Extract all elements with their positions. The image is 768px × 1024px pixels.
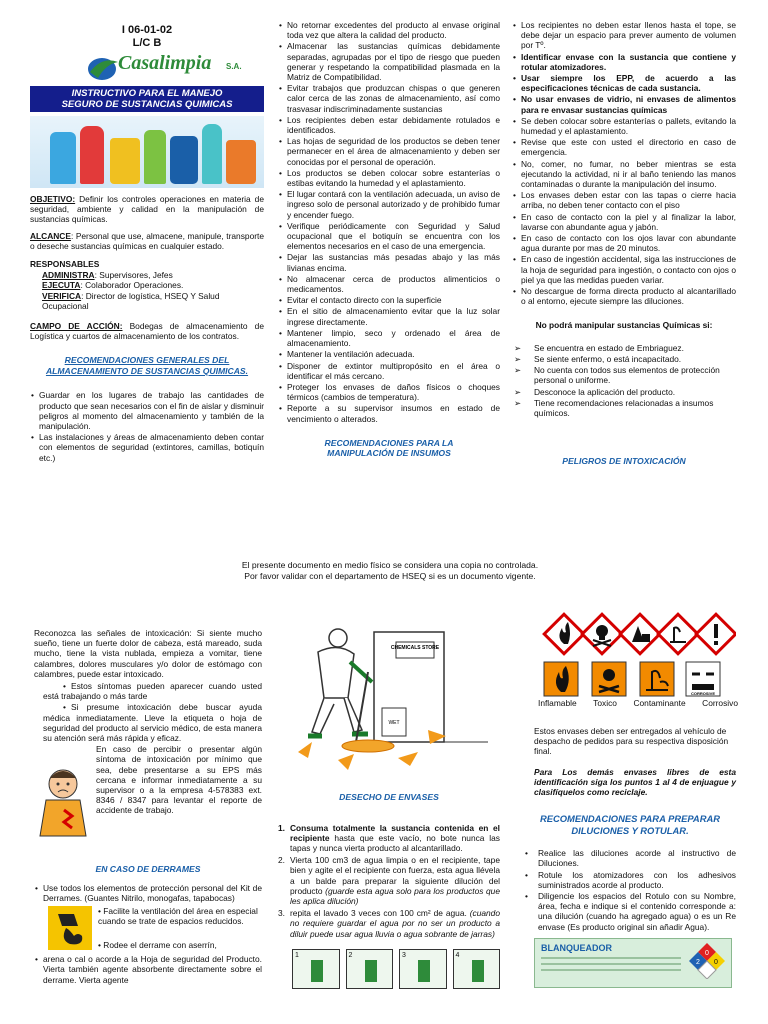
delivery-paragraph: Estos envases deben ser entregados al vehículo de despacho de pedidos para su respectiva disposición final.: [534, 726, 729, 757]
brand-name: Casalimpia: [118, 52, 212, 74]
rinse-step-picture: 3: [399, 949, 447, 989]
document-code: I 06-01-02: [121, 24, 173, 36]
list-item: • Realice las diluciones acorde al instructivo de Diluciones.: [524, 848, 736, 868]
bullet-glyph: •: [98, 940, 104, 951]
list-item: • Los recipientes no deben estar llenos hasta el tope, se debe dejar un espacio para prever aumento de volumen por Tº.: [512, 20, 736, 51]
list-item: • En caso de contacto con los ojos lavar con abundante agua durante por mas de 20 minutos.: [512, 233, 736, 253]
company-logo: [86, 54, 264, 84]
responsables-heading: RESPONSABLES: [30, 259, 100, 270]
derrames-list: [34, 883, 262, 903]
list-item: • Rodee el derrame con aserrín,: [98, 940, 217, 951]
note-line-2: Por favor validar con el departamento de HSEQ si es un documento vigente.: [244, 570, 536, 581]
derrames-title: EN CASO DE DERRAMES: [95, 864, 201, 875]
list-item: • No almacenar cerca de productos alimenticios o medicamentos.: [278, 274, 500, 294]
list-item: • Las instalaciones y áreas de almacenamiento deben contar con elementos de seguridad (extintores, camillas, botiquín etc.): [30, 432, 264, 463]
list-item: • arena o cal o acorde a la Hoja de seguridad del Producto. Vierta también agente absorbente directamente sobre el derrame. Vierta agente: [34, 954, 262, 985]
column-1: [30, 24, 264, 464]
list-item: • El lugar contará con la ventilación adecuada, un aviso de ingreso solo de personal autorizado y de prohibido fumar y encender fuego.: [278, 189, 500, 220]
title-line-1: INSTRUCTIVO PARA EL MANEJO: [71, 88, 223, 99]
list-item: ➢ Desconoce la aplicación del producto.: [512, 387, 736, 397]
list-item: • No descargue de forma directa producto al alcantarillado o al entorno, ejecute siempre las diluciones.: [512, 286, 736, 306]
rinse-step-picture: 4: [453, 949, 501, 989]
list-item: • Almacenar las sustancias químicas debidamente separadas, agrupadas por el tipo de riesgo que pueden generar y respetando la compatibilidad plasmada en la Matriz de Compatibilidad.: [278, 41, 500, 82]
product-label-sample: [534, 938, 732, 988]
list-item: ➢ Se siente enfermo, o está incapacitado.: [512, 354, 736, 364]
title-banner: [30, 86, 264, 112]
list-item: • Facilite la ventilación del área en especial cuando se trate de espacios reducidos.: [98, 906, 258, 927]
rinse-step-picture: 2: [346, 949, 394, 989]
corrosive-orange-icon: [686, 662, 720, 696]
storage-recommendations-list: [278, 20, 500, 424]
pictogram-label: Corrosivo: [702, 698, 738, 708]
bullet-glyph: •: [98, 906, 104, 917]
spill-warning-icon: [48, 906, 92, 950]
list-item: • Si presume intoxicación debe buscar ayuda médica inmediatamente. Lleve la etiqueta o hoja de seguridad del producto al servicio médico, de esta manera su atención será más rápida y eficaz.: [34, 702, 262, 743]
desecho-title: DESECHO DE ENVASES: [339, 792, 439, 802]
list-item: • En caso de ingestión accidental, siga las instrucciones de la hoja de seguridad para ingestión, o contacto con ojos o piel ya que las medidas pueden variar.: [512, 254, 736, 285]
no-podra-list: [512, 343, 736, 418]
sick-person-icon: [34, 766, 92, 840]
toxic-orange-icon: [592, 662, 626, 696]
step-number: 2.: [278, 855, 285, 866]
list-item: • No, comer, no fumar, no beber mientras se esta ejecutando la actividad, ni ir al baño teniendo las manos contaminadas o durante la manipulación del insumo.: [512, 159, 736, 190]
list-item: • Las hojas de seguridad de los productos se deben tener permanecer en el área de almacenamiento y deben ser conocidas por el personal de operación.: [278, 136, 500, 167]
list-item: • No retornar excedentes del producto al envase original toda vez que altera la calidad del producto.: [278, 20, 500, 40]
rec-general-title: RECOMENDACIONES GENERALES DEL ALMACENAMIENTO DE SUSTANCIAS QUIMICAS.: [45, 355, 249, 376]
spill-block: [34, 904, 262, 954]
ejecuta-line: EJECUTA: Colaborador Operaciones.: [42, 280, 184, 291]
list-item: • Se deben colocar sobre estanterías o pallets, evitando la humedad y el aplastamiento.: [512, 116, 736, 136]
list-item: • Verifique periódicamente con Seguridad y Salud ocupacional que el botiquín se encuentra con los elementos necesarios en el caso de una emergencia.: [278, 221, 500, 252]
rinse-steps-pictures: [278, 949, 500, 989]
list-item: • No usar envases de vidrio, ni envases de alimentos para re envasar sustancias químicas: [512, 94, 736, 114]
alcance-paragraph: ALCANCE: Personal que use, almacene, manipule, transporte o deseche sustancias químicas en cualquier estado.: [30, 230, 264, 251]
list-item: • Evitar trabajos que produzcan chispas o que generen calor cerca de las zonas de almacenamiento, así como trasvasar indiscriminadamente sustancias: [278, 83, 500, 114]
nfpa-value: 0: [705, 949, 709, 957]
rec-general-list: [30, 390, 264, 462]
worker-cleaning-illustration: [278, 612, 488, 772]
step-number: 3.: [278, 908, 285, 919]
derrames-list-continued: [34, 954, 262, 985]
dilution-list: [524, 848, 736, 932]
campo-paragraph: CAMPO DE ACCIÓN: Bodegas de almacenamiento de Logística y cuartos de almacenamiento de los contratos.: [30, 321, 264, 342]
intoxication-intro: Reconozca las señales de intoxicación: Si siente mucho sueño, tiene un fuerte dolor de cabeza, está mareado, suda mucho, tiene la vista nublada, empieza a vomitar, tiene calambres, dolores musculares y/o dolor de estómago con calambres, puede estar intoxicado.: [34, 628, 262, 679]
list-item: • Use todos los elementos de protección personal del Kit de Derrames. (Guantes Nitrilo, monogafas, tapabocas): [34, 883, 262, 903]
controlled-copy-note: [180, 560, 600, 581]
column-4: [34, 628, 262, 986]
manipulation-title: RECOMENDACIONES PARA LA MANIPULACIÓN DE INSUMOS: [324, 437, 454, 459]
peligros-title: PELIGROS DE INTOXICACIÓN: [562, 456, 686, 467]
rinse-steps-list: [278, 823, 500, 939]
list-item: • Usar siempre los EPP, de acuerdo a las especificaciones técnicas de cada sustancia.: [512, 73, 736, 93]
column-5: [278, 612, 500, 989]
step-number: 1.: [278, 822, 285, 833]
nfpa-value: 2: [696, 958, 700, 966]
corrosive-sign-text: CORROSIVE: [690, 691, 716, 696]
brand-suffix: S.A.: [226, 62, 242, 71]
list-item: • Evitar el contacto directo con la superficie: [278, 295, 500, 305]
rinse-step-picture: 1: [292, 949, 340, 989]
nfpa-diamond-icon: [689, 943, 725, 979]
intoxication-list: [34, 681, 262, 743]
list-item: • Los productos se deben colocar sobre estanterías o estibas evitando la humedad y el aplastamiento.: [278, 168, 500, 188]
flammable-icon: [544, 614, 584, 654]
ghs-pictograms-illustration: [524, 612, 736, 708]
symptom-block: [34, 744, 262, 854]
list-item: 3. repita el lavado 3 veces con 100 cm² de agua. (cuando no requiere guardar el agua por no ser un producto a diluir puede usar agua lluvia o agua sobrante de jarras): [278, 908, 500, 939]
list-item: • Mantener limpio, seco y ordenado el área de almacenamiento.: [278, 328, 500, 348]
column-2: [278, 20, 500, 459]
pictogram-label: Toxico: [593, 698, 617, 708]
list-item: En caso de percibir o presentar algún síntoma de intoxicación por mínimo que sea, debe presentarse a su EPS más cercana e informar inmediatamente a su supervisor o a la empresa 4-578383 ext. 8346 / 8347 para levantar el reporte de accidente de trabajo.: [96, 744, 262, 816]
list-item: • Rotule los atomizadores con los adhesivos suministrados acorde al producto.: [524, 870, 736, 890]
list-item: • Dejar las sustancias más pesadas abajo y las más livianas encima.: [278, 252, 500, 272]
list-item: ➢ Se encuentra en estado de Embriaguez.: [512, 343, 736, 353]
list-item: • Proteger los envases de daños físicos o choques térmicos (cambios de temperatura).: [278, 382, 500, 402]
list-item: ➢ Tiene recomendaciones relacionadas a insumos químicos.: [512, 398, 736, 418]
note-line-1: El presente documento en medio físico se considera una copia no controlada.: [241, 560, 539, 570]
label-title: BLANQUEADOR: [541, 942, 612, 953]
column-3: [512, 20, 736, 475]
list-item: • Guardar en los lugares de trabajo las cantidades de producto que sean necesarios con el fin de aislar y disminuir peligros al momento del almacenamiento y también de la manipulación.: [30, 390, 264, 431]
recycling-paragraph: Para Los demás envases libres de esta identificación siga los puntos 1 al 4 de enjuague y clasifíquelos como reciclaje.: [534, 766, 736, 798]
cleaning-products-photo: [30, 116, 264, 188]
list-item: • Revise que este con usted el directorio en caso de emergencia.: [512, 137, 736, 157]
responsables-list: [30, 270, 264, 311]
list-item: • En caso de contacto con la piel y al finalizar la labor, lavarse con abundante agua y jabón.: [512, 212, 736, 232]
skull-icon: [582, 614, 622, 654]
environment-orange-icon: [640, 662, 674, 696]
list-item: • Identificar envase con la sustancia que contiene y rotular atomizadores.: [512, 52, 736, 72]
dilution-title: RECOMENDACIONES PARA PREPARAR DILUCIONES Y ROTULAR.: [539, 813, 721, 836]
pictogram-label: Inflamable: [538, 698, 577, 708]
environment-icon: [658, 614, 698, 654]
list-item: • Estos síntomas pueden aparecer cuando usted está trabajando o más tarde: [34, 681, 262, 701]
list-item: 2. Vierta 100 cm3 de agua limpia o en el recipiente, tape bien y agite el el recipiente con fuerza, esta agua llévela a un balde para preparar la siguiente dilución del producto (guarde esta agua solo para los productos que les aplica dilución): [278, 855, 500, 906]
list-item: • Mantener la ventilación adecuada.: [278, 349, 500, 359]
spill-cleanup-illustration: [278, 612, 500, 772]
list-item: • Los recipientes deben estar debidamente rotulados e identificados.: [278, 115, 500, 135]
pictogram-label: Contaminante: [633, 698, 686, 708]
hazard-pictograms: [524, 612, 736, 712]
manipulation-list: [512, 20, 736, 306]
logo-mark-icon: [86, 54, 122, 82]
nfpa-value: 0: [714, 958, 718, 966]
administra-line: ADMINISTRA: Supervisores, Jefes: [42, 270, 173, 281]
objetivo-paragraph: OBJETIVO: Definir los controles operaciones en materia de seguridad, ambiente y calidad en la manipulación de sustancias químicas.: [30, 194, 264, 225]
no-podra-heading: No podrá manipular sustancias Químicas si:: [535, 320, 713, 331]
column-6: [524, 612, 736, 988]
list-item: • En el sitio de almacenamiento evitar que la luz solar ingrese directamente.: [278, 306, 500, 326]
bucket-label: WET: [388, 720, 400, 726]
list-item: • Diligencie los espacios del Rotulo con su Nombre, área, fecha e indique si el contenido corresponde a: una dilución (cuando ha agregado agua) o es un Re envase (Es producto original sin añadir Agua).: [524, 891, 736, 932]
document-version: L/C B: [132, 37, 162, 49]
verifica-line: VERIFICA: Director de logística, HSEQ Y Salud Ocupacional: [42, 290, 220, 311]
flammable-orange-icon: [544, 662, 578, 696]
storage-sign-text: CHEMICALS STORE: [390, 645, 440, 651]
list-item: 1. Consuma totalmente la sustancia contenida en el recipiente hasta que este vacío, no bote nunca las tapas y nunca vierta producto al alcantarillado.: [278, 822, 500, 853]
health-hazard-icon: [620, 614, 660, 654]
pictogram-labels: [538, 698, 738, 708]
list-item: • Disponer de extintor multipropósito en el área o identificar el más cercano.: [278, 361, 500, 381]
list-item: • Los envases deben estar con las tapas o cierre hacia arriba, no deben tener contacto con el piso: [512, 190, 736, 210]
exclamation-icon: [696, 614, 736, 654]
title-line-2: SEGURO DE SUSTANCIAS QUIMICAS: [61, 99, 233, 110]
list-item: • Reporte a su supervisor insumos en estado de vencimiento o alterados.: [278, 403, 500, 423]
list-item: ➢ No cuenta con todos sus elementos de protección personal o uniforme.: [512, 365, 736, 385]
